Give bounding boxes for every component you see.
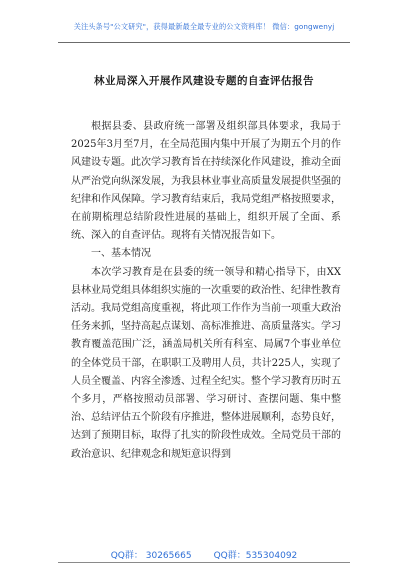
section-heading-basic-info: 一、基本情况 <box>91 248 151 260</box>
intro-paragraph: 根据县委、县政府统一部署及组织部具体要求，我局于2025年3月至7月，在全局范围内集中开展了为期五个月的作风建设专题。此次学习教育旨在持续深化作风建设，推动全面从严治党向纵深发展，为我县林业事业高质量发展提供坚强的纪律和作风保障。学习教育结束后，我局党组严格按照要求，在前期梳理总结阶段性进展的基础上，组织开展了全面、系统、深入的自查评估。现将有关情况报告如下。 <box>71 121 341 242</box>
footer-divider <box>58 562 350 563</box>
header-divider <box>58 42 350 43</box>
footer-qq-group-1: QQ群： 30265665 <box>110 551 192 561</box>
footer-qq-group-2: QQ群：535304092 <box>213 551 298 561</box>
footer-contacts <box>0 548 408 561</box>
document-title: 林业局深入开展作风建设专题的自查评估报告 <box>94 75 314 87</box>
header-banner: 关注头条号"公文研究"，获得最新最全最专业的公文资料库！ 微信：gongwenyj <box>73 22 335 31</box>
document-body <box>71 118 341 464</box>
basic-info-paragraph: 本次学习教育是在县委的统一领导和精心指导下，由XX县林业局党组具体组织实施的一次重要的政治性、纪律性教育活动。我局党组高度重视，将此项工作作为当前一项重大政治任务来抓，坚持高起点谋划、高标准推进、高质量落实。学习教育覆盖范围广泛，涵盖局机关所有科室、局属7个事业单位的全体党员干部，在职职工及聘用人员，共计225人，实现了人员全覆盖、内容全渗透、过程全纪实。整个学习教育历时五个多月，严格按照动员部署、学习研讨、查摆问题、集中整治、总结评估五个阶段有序推进，整体进展顺利，态势良好，达到了预期目标，取得了扎实的阶段性成效。全局党员干部的政治意识、纪律观念和规矩意识得到 <box>71 266 341 460</box>
